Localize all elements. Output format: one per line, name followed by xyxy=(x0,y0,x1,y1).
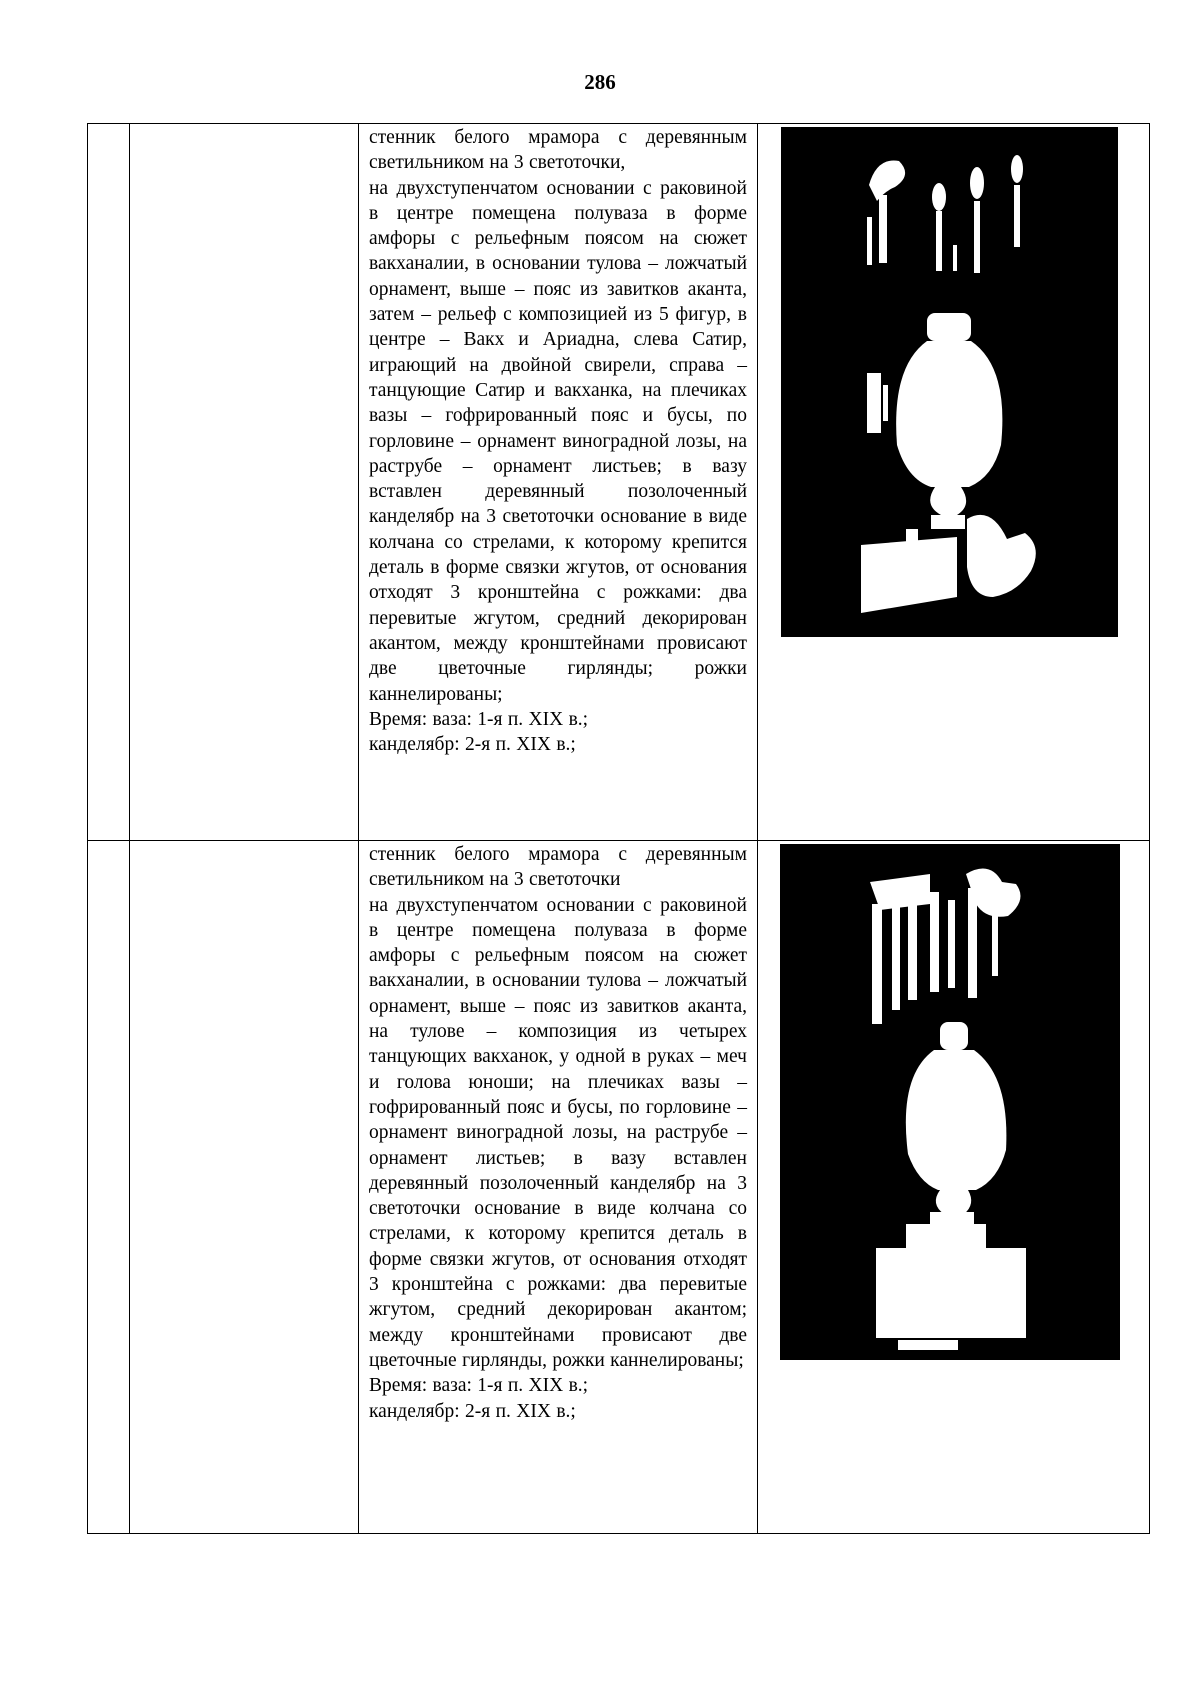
date-candelabra: канделябр: 2-я п. XIX в.; xyxy=(369,1400,576,1422)
number-cell xyxy=(88,841,130,1534)
date-candelabra: канделябр: 2-я п. XIX в.; xyxy=(369,734,576,756)
candelabra-vase-photo xyxy=(780,844,1120,1360)
description-heading: стенник белого мрамора с деревянным светильником на 3 светоточки, xyxy=(369,127,747,174)
photo-cell xyxy=(758,841,1150,1534)
object-register-table xyxy=(87,123,1150,1534)
description-cell xyxy=(359,841,758,1534)
page-number: 286 xyxy=(584,70,616,94)
candelabra-vase-photo xyxy=(781,127,1118,637)
description-cell xyxy=(359,124,758,841)
photo-cell xyxy=(758,124,1150,841)
description-heading: стенник белого мрамора с деревянным светильником на 3 светоточки xyxy=(369,844,747,891)
date-vase: Время: ваза: 1-я п. XIX в.; xyxy=(369,1375,589,1397)
table-row xyxy=(88,124,1150,841)
description-text: на двухступенчатом основании с раковиной в центре помещена полуваза в форме амфоры с рельефным поясом на сюжет вакханалии, в основании тулова – ложчатый орнамент, выше – пояс из завитков аканта, на тулове – композиция из четырех танцующих вакханок, у одной в руках – меч и голова юноши; на плечиках вазы – гофрированный пояс и бусы, по горловине – орнамент виноградной лозы, на раструбе – орнамент листьев; в вазу вставлен деревянный позолоченный канделябр на 3 светоточки основание в виде колчана со стрелами, к которому крепится деталь в форме связки жгутов, от основания отходят 3 кронштейна с рожками: два перевитые жгутом, средний декорирован акантом; между кронштейнами провисают две цветочные гирлянды, рожки каннелированы; xyxy=(369,894,747,1371)
number-cell xyxy=(88,124,130,841)
table-row xyxy=(88,841,1150,1534)
name-cell xyxy=(130,124,359,841)
description-text: на двухступенчатом основании с раковиной в центре помещена полуваза в форме амфоры с рельефным поясом на сюжет вакханалии, в основании тулова – ложчатый орнамент, выше – пояс из завитков аканта, затем – рельеф с композицией из 5 фигур, в центре – Вакх и Ариадна, слева Сатир, играющий на двойной свирели, справа – танцующие Сатир и вакханка, на плечиках вазы – гофрированный пояс и бусы, по горловине – орнамент виноградной лозы, на раструбе – орнамент листьев; в вазу вставлен деревянный позолоченный канделябр на 3 светоточки основание в виде колчана со стрелами, к которому крепится деталь в форме связки жгутов, от основания отходят 3 кронштейна с рожками: два перевитые жгутом, средний декорирован акантом, между кронштейнами провисают две цветочные гирлянды; рожки каннелированы; xyxy=(369,177,747,705)
name-cell xyxy=(130,841,359,1534)
date-vase: Время: ваза: 1-я п. XIX в.; xyxy=(369,708,589,730)
